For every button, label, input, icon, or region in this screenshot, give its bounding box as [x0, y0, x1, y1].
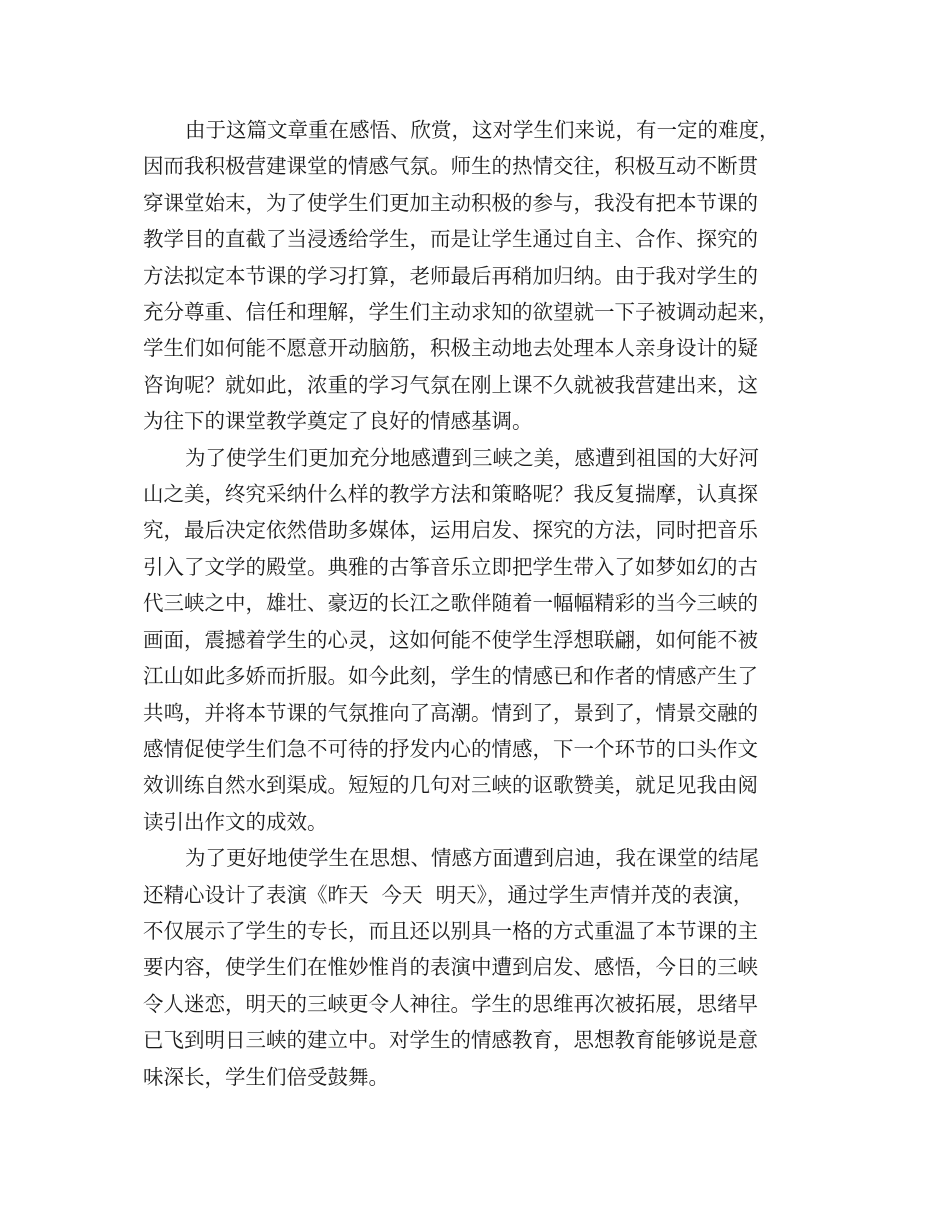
paragraph-3: [143, 840, 813, 1095]
paragraph-3-line-7: 味深长，学生们倍受鼓舞。: [143, 1064, 389, 1089]
paragraph-1-line-2: 因而我积极营建课堂的情感气氛。师生的热情交往，积极互动不断贯: [143, 154, 758, 179]
paragraph-1-line-6: 充分尊重、信任和理解，学生们主动求知的欲望就一下子被调动起来，: [143, 300, 779, 325]
paragraph-1: [143, 112, 813, 440]
paragraph-3-line-3: 不仅展示了学生的专长，而且还以别具一格的方式重温了本节课的主: [143, 918, 758, 943]
paragraph-2-line-7: 江山如此多娇而折服。如今此刻，学生的情感已和作者的情感产生了: [143, 664, 758, 689]
paragraph-2: [143, 440, 813, 840]
paragraph-2-line-3: 究，最后决定依然借助多媒体，运用启发、探究的方法，同时把音乐: [143, 518, 758, 543]
paragraph-2-line-6: 画面，震撼着学生的心灵，这如何能不使学生浮想联翩，如何能不被: [143, 627, 758, 652]
paragraph-2-line-4: 引入了文学的殿堂。典雅的古筝音乐立即把学生带入了如梦如幻的古: [143, 554, 758, 579]
paragraph-1-line-9: 为往下的课堂教学奠定了良好的情感基调。: [143, 409, 533, 434]
paragraph-2-line-1: 为了使学生们更加充分地感遭到三峡之美，感遭到祖国的大好河: [185, 445, 759, 470]
paragraph-1-line-4: 教学目的直截了当浸透给学生，而是让学生通过自主、合作、探究的: [143, 227, 758, 252]
paragraph-1-line-1: 由于这篇文章重在感悟、欣赏，这对学生们来说，有一定的难度，: [185, 118, 780, 142]
paragraph-3-line-6: 已飞到明日三峡的建立中。对学生的情感教育，思想教育能够说是意: [143, 1028, 758, 1053]
paragraph-3-line-1: 为了更好地使学生在思想、情感方面遭到启迪，我在课堂的结尾: [185, 846, 759, 871]
paragraph-2-line-8: 共鸣，并将本节课的气氛推向了高潮。情到了，景到了，情景交融的: [143, 700, 758, 725]
paragraph-2-line-11: 读引出作文的成效。: [143, 809, 328, 834]
paragraph-2-line-2: 山之美，终究采纳什么样的教学方法和策略呢？我反复揣摩，认真探: [143, 482, 758, 507]
paragraph-1-line-3: 穿课堂始末，为了使学生们更加主动积极的参与，我没有把本节课的: [143, 190, 758, 215]
paragraph-2-line-5: 代三峡之中，雄壮、豪迈的长江之歌伴随着一幅幅精彩的当今三峡的: [143, 591, 758, 616]
paragraph-2-line-10: 效训练自然水到渠成。短短的几句对三峡的讴歌赞美，就足见我由阅: [143, 773, 758, 798]
paragraph-1-line-5: 方法拟定本节课的学习打算，老师最后再稍加归纳。由于我对学生的: [143, 263, 758, 288]
paragraph-1-line-8: 咨询呢？就如此，浓重的学习气氛在刚上课不久就被我营建出来，这: [143, 372, 758, 397]
paragraph-3-line-5: 令人迷恋，明天的三峡更令人神往。学生的思维再次被拓展，思绪早: [143, 991, 758, 1016]
paragraph-2-line-9: 感情促使学生们急不可待的抒发内心的情感，下一个环节的口头作文: [143, 736, 758, 761]
paragraph-1-line-7: 学生们如何能不愿意开动脑筋，积极主动地去处理本人亲身设计的疑: [143, 336, 758, 361]
paragraph-3-line-4: 要内容，使学生们在惟妙惟肖的表演中遭到启发、感悟，今日的三峡: [143, 955, 758, 980]
paragraph-3-line-2: 还精心设计了表演《昨天 今天 明天》，通过学生声情并茂的表演，: [143, 882, 754, 907]
document-body: [143, 112, 813, 1095]
